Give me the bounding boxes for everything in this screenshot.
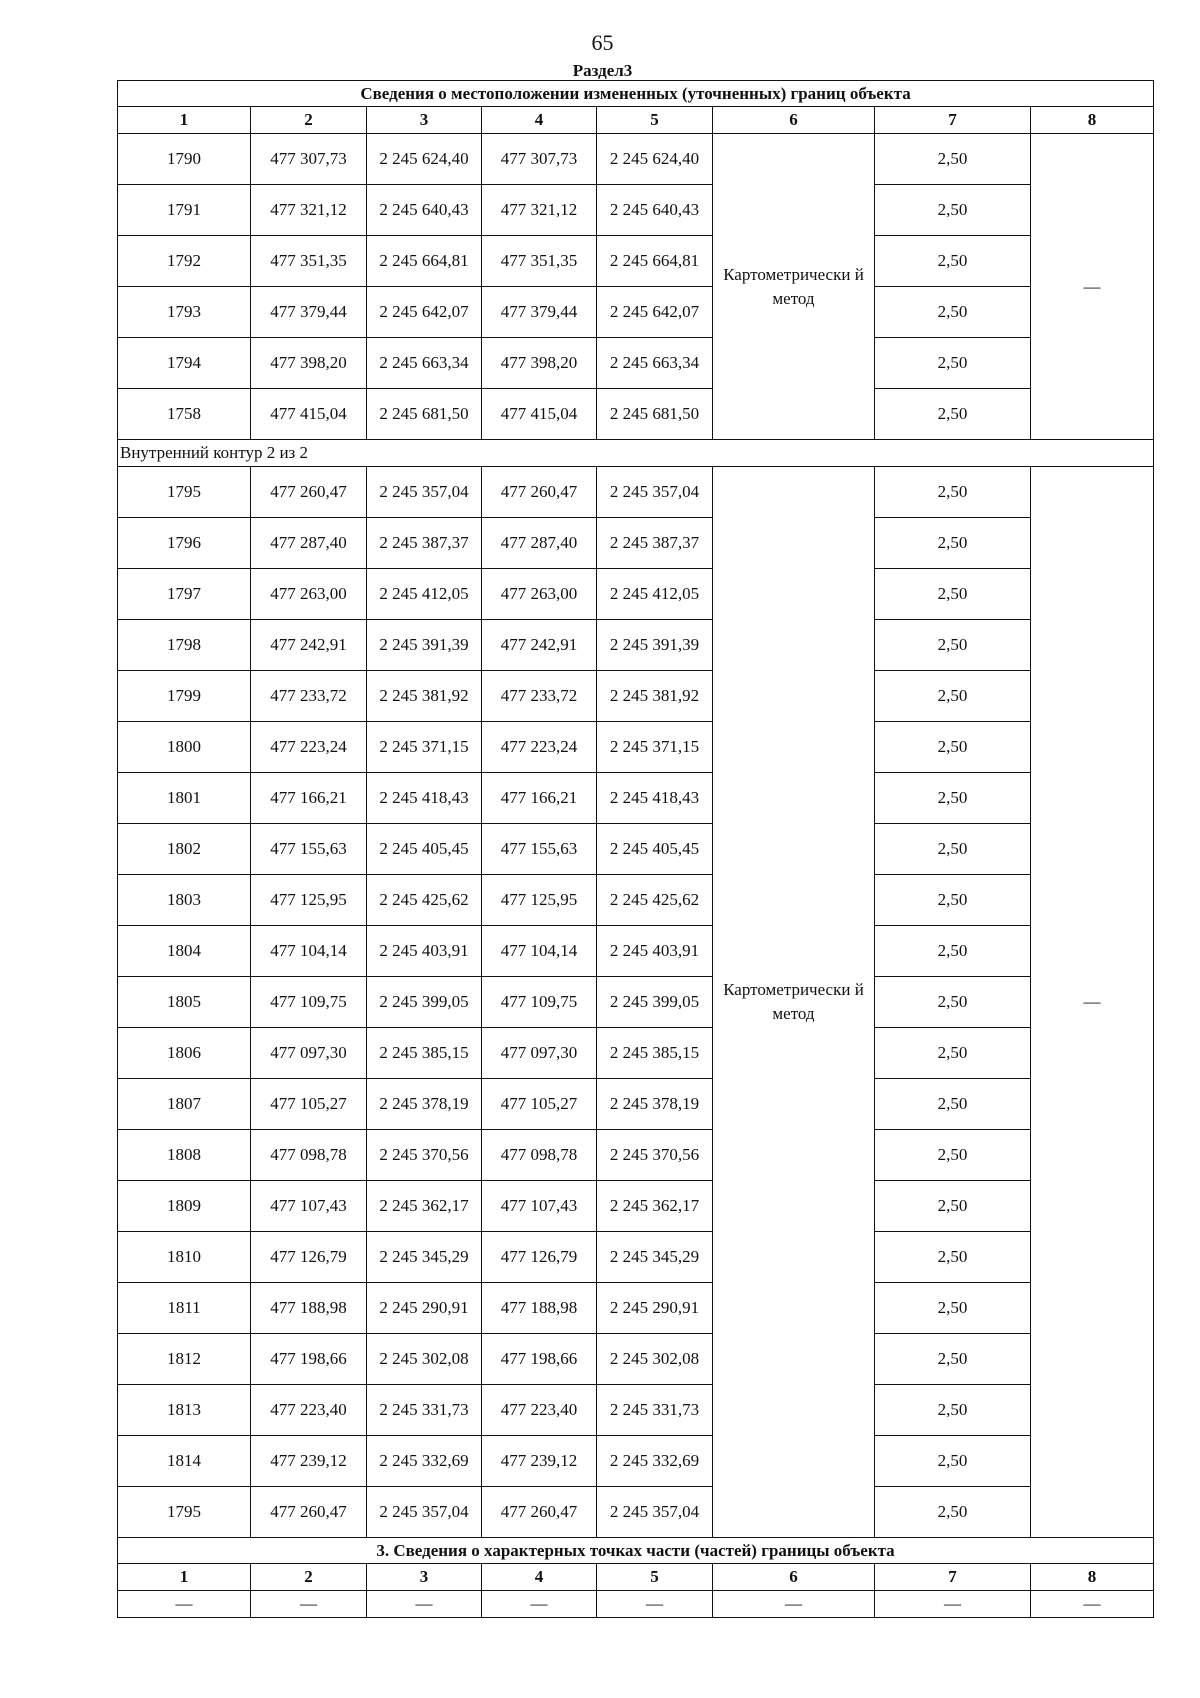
coordinate-value: 2 245 381,92 [367, 671, 482, 722]
coordinate-value: 2 245 302,08 [597, 1334, 713, 1385]
coordinate-value: 2 245 642,07 [367, 287, 482, 338]
accuracy-value: 2,50 [875, 875, 1031, 926]
coordinate-value: 477 223,24 [482, 722, 597, 773]
table-row [118, 1283, 1154, 1334]
coordinate-value: 2 245 385,15 [597, 1028, 713, 1079]
point-number: 1811 [118, 1283, 251, 1334]
coordinate-value: 2 245 357,04 [367, 467, 482, 518]
table-row [118, 569, 1154, 620]
coordinate-value: 2 245 371,15 [597, 722, 713, 773]
coordinate-value: 2 245 290,91 [367, 1283, 482, 1334]
coordinate-value: 477 307,73 [482, 134, 597, 185]
accuracy-value: 2,50 [875, 1130, 1031, 1181]
accuracy-value: 2,50 [875, 287, 1031, 338]
table-row [118, 1487, 1154, 1538]
accuracy-value: 2,50 [875, 134, 1031, 185]
point-number: 1813 [118, 1385, 251, 1436]
coordinate-value: 477 263,00 [482, 569, 597, 620]
coordinate-value: 477 415,04 [482, 389, 597, 440]
table-row [118, 1334, 1154, 1385]
accuracy-value: 2,50 [875, 389, 1031, 440]
coordinate-value: 477 125,95 [482, 875, 597, 926]
accuracy-value: 2,50 [875, 569, 1031, 620]
coordinate-value: 477 260,47 [251, 467, 367, 518]
accuracy-value: 2,50 [875, 338, 1031, 389]
coordinate-value: 2 245 345,29 [597, 1232, 713, 1283]
column-number-header: 7 [875, 1564, 1031, 1591]
coordinate-value: 477 098,78 [482, 1130, 597, 1181]
accuracy-value: 2,50 [875, 236, 1031, 287]
coordinate-value: 477 126,79 [251, 1232, 367, 1283]
coordinate-value: 477 287,40 [482, 518, 597, 569]
table-row [118, 773, 1154, 824]
table-row [118, 722, 1154, 773]
coordinate-value: 477 097,30 [251, 1028, 367, 1079]
table-title: Сведения о местоположении измененных (уточненных) границ объекта [118, 81, 1154, 107]
coordinate-value: 477 155,63 [482, 824, 597, 875]
table-row [118, 671, 1154, 722]
coordinate-value: 2 245 663,34 [597, 338, 713, 389]
coordinate-value: 477 263,00 [251, 569, 367, 620]
coordinate-value: 2 245 381,92 [597, 671, 713, 722]
table-row [118, 338, 1154, 389]
point-number: 1802 [118, 824, 251, 875]
accuracy-value: 2,50 [875, 620, 1031, 671]
coordinate-value: 477 155,63 [251, 824, 367, 875]
coordinate-value: 477 233,72 [251, 671, 367, 722]
coordinate-value: 477 107,43 [482, 1181, 597, 1232]
coordinate-value: 2 245 357,04 [367, 1487, 482, 1538]
coordinate-value: 2 245 302,08 [367, 1334, 482, 1385]
table-row [118, 1436, 1154, 1487]
table-row [118, 467, 1154, 518]
coordinate-value: 477 188,98 [251, 1283, 367, 1334]
coordinate-value: 477 351,35 [482, 236, 597, 287]
coordinate-value: 2 245 403,91 [597, 926, 713, 977]
coordinate-value: 477 105,27 [482, 1079, 597, 1130]
accuracy-value: 2,50 [875, 824, 1031, 875]
accuracy-value: 2,50 [875, 722, 1031, 773]
coordinate-value: 2 245 425,62 [367, 875, 482, 926]
table-row [118, 1232, 1154, 1283]
coordinate-value: 2 245 370,56 [597, 1130, 713, 1181]
coordinate-value: 2 245 624,40 [597, 134, 713, 185]
column-number-header: 1 [118, 1564, 251, 1591]
coordinate-value: 477 223,24 [251, 722, 367, 773]
table-row [118, 824, 1154, 875]
point-number: 1804 [118, 926, 251, 977]
column-number-row [118, 107, 1154, 134]
column-number-header: 1 [118, 107, 251, 134]
coordinate-value: 477 260,47 [251, 1487, 367, 1538]
column-8-cell: — [1031, 467, 1154, 1538]
accuracy-value: 2,50 [875, 773, 1031, 824]
table-row [118, 1181, 1154, 1232]
coordinate-value: 2 245 399,05 [597, 977, 713, 1028]
table-row [118, 926, 1154, 977]
coordinate-value: 2 245 345,29 [367, 1232, 482, 1283]
table-row [118, 287, 1154, 338]
table-row [118, 977, 1154, 1028]
table-row [118, 185, 1154, 236]
coordinate-value: 477 379,44 [482, 287, 597, 338]
column-number-header: 4 [482, 107, 597, 134]
coordinate-value: 2 245 387,37 [367, 518, 482, 569]
point-number: 1807 [118, 1079, 251, 1130]
coordinate-value: 2 245 412,05 [367, 569, 482, 620]
coordinate-value: 2 245 405,45 [367, 824, 482, 875]
coordinate-value: 2 245 640,43 [597, 185, 713, 236]
coordinate-value: 477 109,75 [482, 977, 597, 1028]
point-number: 1801 [118, 773, 251, 824]
accuracy-value: 2,50 [875, 467, 1031, 518]
coordinate-value: 2 245 664,81 [367, 236, 482, 287]
point-number: 1798 [118, 620, 251, 671]
table-row [118, 1079, 1154, 1130]
column-number-header: 3 [367, 107, 482, 134]
coordinate-value: 2 245 331,73 [597, 1385, 713, 1436]
boundary-points-table [117, 80, 1154, 1618]
coordinate-value: 2 245 290,91 [597, 1283, 713, 1334]
column-number-header: 2 [251, 107, 367, 134]
accuracy-value: 2,50 [875, 1028, 1031, 1079]
point-number: 1806 [118, 1028, 251, 1079]
column-number-header: 5 [597, 1564, 713, 1591]
coordinate-value: 477 107,43 [251, 1181, 367, 1232]
coordinate-value: 477 097,30 [482, 1028, 597, 1079]
coordinate-value: 477 166,21 [251, 773, 367, 824]
accuracy-value: 2,50 [875, 1181, 1031, 1232]
coordinate-value: 2 245 681,50 [597, 389, 713, 440]
point-number: 1805 [118, 977, 251, 1028]
section3-column-row [118, 1564, 1154, 1591]
coordinate-value: 477 198,66 [482, 1334, 597, 1385]
point-number: 1791 [118, 185, 251, 236]
point-number: 1810 [118, 1232, 251, 1283]
column-number-header: 3 [367, 1564, 482, 1591]
coordinate-value: 2 245 418,43 [367, 773, 482, 824]
coordinate-value: 2 245 378,19 [597, 1079, 713, 1130]
accuracy-value: 2,50 [875, 1232, 1031, 1283]
coordinate-value: 477 166,21 [482, 773, 597, 824]
coordinate-value: 477 098,78 [251, 1130, 367, 1181]
point-number: 1794 [118, 338, 251, 389]
point-number: 1803 [118, 875, 251, 926]
point-number: 1800 [118, 722, 251, 773]
column-number-header: 2 [251, 1564, 367, 1591]
point-number: 1795 [118, 467, 251, 518]
coordinate-value: 477 379,44 [251, 287, 367, 338]
coordinate-value: 2 245 370,56 [367, 1130, 482, 1181]
point-number: 1793 [118, 287, 251, 338]
point-number: 1809 [118, 1181, 251, 1232]
coordinate-value: 477 321,12 [482, 185, 597, 236]
coordinate-value: 2 245 385,15 [367, 1028, 482, 1079]
coordinate-value: 2 245 663,34 [367, 338, 482, 389]
point-number: 1795 [118, 1487, 251, 1538]
accuracy-value: 2,50 [875, 518, 1031, 569]
coordinate-value: 2 245 357,04 [597, 467, 713, 518]
table-row [118, 1028, 1154, 1079]
coordinate-value: 477 104,14 [251, 926, 367, 977]
coordinate-value: 2 245 391,39 [597, 620, 713, 671]
point-number: 1799 [118, 671, 251, 722]
coordinate-value: 477 223,40 [482, 1385, 597, 1436]
empty-dash-cell: — [251, 1591, 367, 1618]
coordinate-value: 477 307,73 [251, 134, 367, 185]
point-number: 1792 [118, 236, 251, 287]
coordinate-value: 477 126,79 [482, 1232, 597, 1283]
empty-dash-cell: — [597, 1591, 713, 1618]
coordinate-value: 477 260,47 [482, 467, 597, 518]
table-row [118, 620, 1154, 671]
column-number-header: 7 [875, 107, 1031, 134]
table-row [118, 134, 1154, 185]
coordinate-value: 2 245 362,17 [597, 1181, 713, 1232]
coordinate-value: 2 245 640,43 [367, 185, 482, 236]
point-number: 1790 [118, 134, 251, 185]
table-row [118, 875, 1154, 926]
coordinate-value: 2 245 418,43 [597, 773, 713, 824]
coordinate-value: 477 415,04 [251, 389, 367, 440]
point-number: 1808 [118, 1130, 251, 1181]
column-number-header: 5 [597, 107, 713, 134]
coordinate-value: 2 245 371,15 [367, 722, 482, 773]
table-row [118, 389, 1154, 440]
coordinate-value: 2 245 681,50 [367, 389, 482, 440]
column-number-header: 4 [482, 1564, 597, 1591]
coordinate-value: 2 245 425,62 [597, 875, 713, 926]
coordinate-value: 477 239,12 [482, 1436, 597, 1487]
column-number-header: 6 [713, 1564, 875, 1591]
accuracy-value: 2,50 [875, 185, 1031, 236]
coordinate-value: 2 245 624,40 [367, 134, 482, 185]
coordinate-value: 477 321,12 [251, 185, 367, 236]
method-cell: Картометрически й метод [713, 467, 875, 1538]
coordinate-value: 477 239,12 [251, 1436, 367, 1487]
coordinate-value: 2 245 378,19 [367, 1079, 482, 1130]
section3-title-row [118, 1538, 1154, 1564]
column-number-header: 8 [1031, 1564, 1154, 1591]
coordinate-value: 2 245 332,69 [597, 1436, 713, 1487]
coordinate-value: 477 109,75 [251, 977, 367, 1028]
coordinate-value: 477 351,35 [251, 236, 367, 287]
coordinate-value: 477 198,66 [251, 1334, 367, 1385]
coordinate-value: 477 260,47 [482, 1487, 597, 1538]
column-number-header: 8 [1031, 107, 1154, 134]
point-number: 1812 [118, 1334, 251, 1385]
table-row [118, 1385, 1154, 1436]
coordinate-value: 477 125,95 [251, 875, 367, 926]
empty-dash-cell: — [875, 1591, 1031, 1618]
coordinate-value: 477 223,40 [251, 1385, 367, 1436]
coordinate-value: 2 245 332,69 [367, 1436, 482, 1487]
table-row [118, 236, 1154, 287]
accuracy-value: 2,50 [875, 1079, 1031, 1130]
point-number: 1797 [118, 569, 251, 620]
coordinate-value: 477 242,91 [482, 620, 597, 671]
coordinate-value: 2 245 403,91 [367, 926, 482, 977]
contour-label: Внутренний контур 2 из 2 [118, 440, 1154, 467]
table-row [118, 518, 1154, 569]
empty-dash-cell: — [367, 1591, 482, 1618]
accuracy-value: 2,50 [875, 1487, 1031, 1538]
contour-label-row [118, 440, 1154, 467]
empty-dash-cell: — [482, 1591, 597, 1618]
coordinate-value: 2 245 412,05 [597, 569, 713, 620]
point-number: 1796 [118, 518, 251, 569]
accuracy-value: 2,50 [875, 1283, 1031, 1334]
coordinate-value: 477 104,14 [482, 926, 597, 977]
section-title: Раздел3 [572, 61, 633, 80]
empty-dash-cell: — [713, 1591, 875, 1618]
accuracy-value: 2,50 [875, 1436, 1031, 1487]
coordinate-value: 2 245 642,07 [597, 287, 713, 338]
section3-title: 3. Сведения о характерных точках части (частей) границы объекта [118, 1538, 1154, 1564]
point-number: 1758 [118, 389, 251, 440]
column-8-cell: — [1031, 134, 1154, 440]
empty-dash-cell: — [118, 1591, 251, 1618]
point-number: 1814 [118, 1436, 251, 1487]
coordinate-value: 2 245 387,37 [597, 518, 713, 569]
table-title-row [118, 81, 1154, 107]
column-number-header: 6 [713, 107, 875, 134]
coordinate-value: 477 188,98 [482, 1283, 597, 1334]
coordinate-value: 2 245 331,73 [367, 1385, 482, 1436]
table-row [118, 1130, 1154, 1181]
accuracy-value: 2,50 [875, 671, 1031, 722]
method-cell: Картометрически й метод [713, 134, 875, 440]
section3-empty-row [118, 1591, 1154, 1618]
coordinate-value: 477 233,72 [482, 671, 597, 722]
coordinate-value: 2 245 664,81 [597, 236, 713, 287]
page-number: 65 [591, 30, 614, 55]
coordinate-value: 2 245 391,39 [367, 620, 482, 671]
coordinate-value: 2 245 405,45 [597, 824, 713, 875]
empty-dash-cell: — [1031, 1591, 1154, 1618]
coordinate-value: 2 245 399,05 [367, 977, 482, 1028]
accuracy-value: 2,50 [875, 926, 1031, 977]
accuracy-value: 2,50 [875, 1385, 1031, 1436]
coordinate-value: 2 245 357,04 [597, 1487, 713, 1538]
coordinate-value: 477 242,91 [251, 620, 367, 671]
coordinate-value: 477 398,20 [251, 338, 367, 389]
coordinate-value: 477 105,27 [251, 1079, 367, 1130]
accuracy-value: 2,50 [875, 1334, 1031, 1385]
coordinate-value: 477 398,20 [482, 338, 597, 389]
accuracy-value: 2,50 [875, 977, 1031, 1028]
coordinate-value: 477 287,40 [251, 518, 367, 569]
coordinate-value: 2 245 362,17 [367, 1181, 482, 1232]
